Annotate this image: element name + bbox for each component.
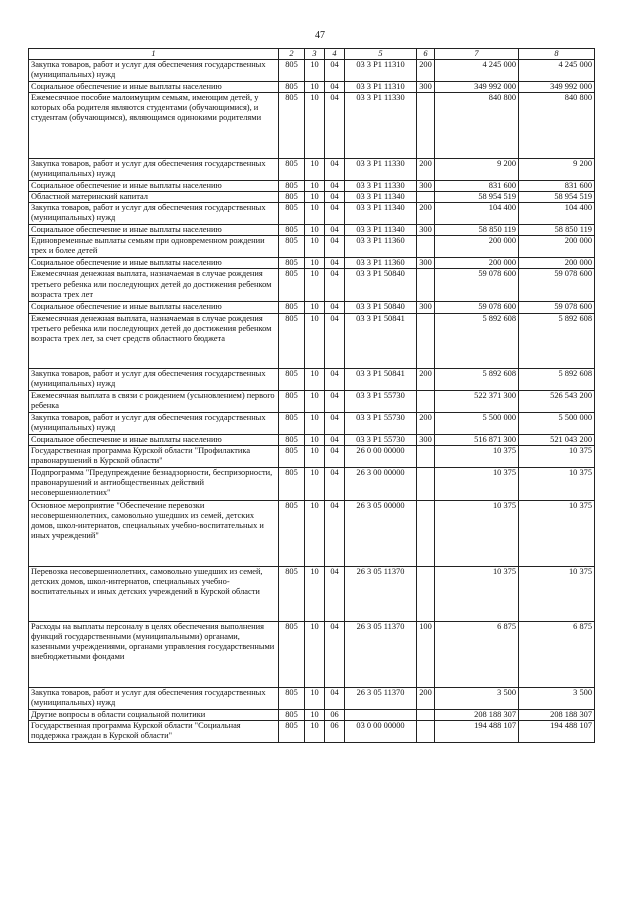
row-section-cell: 10: [305, 467, 325, 500]
row-expense-type-cell: [417, 709, 435, 720]
row-amount-2-cell: 831 600: [519, 181, 595, 192]
header-col-3: 3: [305, 49, 325, 60]
row-name-cell: Ежемесячное пособие малоимущим семьям, имеющим детей, у которых оба родителя являются студентами (обучающимися), и студентам (обучающимся), являющимся одинокими родителями: [29, 93, 279, 159]
table-row: [29, 412, 595, 434]
row-admin-code-cell: 805: [279, 368, 305, 390]
row-amount-2-cell: 58 850 119: [519, 225, 595, 236]
row-subsection-cell: 04: [325, 203, 345, 225]
row-target-article-cell: 03 3 P1 11330: [345, 93, 417, 159]
row-target-article-cell: 03 3 P1 11330: [345, 159, 417, 181]
table-row: [29, 192, 595, 203]
table-row: [29, 236, 595, 258]
row-subsection-cell: 04: [325, 258, 345, 269]
row-section-cell: 10: [305, 412, 325, 434]
header-col-5: 5: [345, 49, 417, 60]
row-subsection-cell: 04: [325, 60, 345, 82]
row-amount-1-cell: 6 875: [435, 621, 519, 687]
row-amount-2-cell: 4 245 000: [519, 60, 595, 82]
row-target-article-cell: 26 3 00 00000: [345, 467, 417, 500]
table-row: [29, 60, 595, 82]
row-target-article-cell: 03 3 P1 11310: [345, 82, 417, 93]
row-subsection-cell: 04: [325, 368, 345, 390]
row-amount-1-cell: 5 892 608: [435, 368, 519, 390]
row-admin-code-cell: 805: [279, 236, 305, 258]
row-amount-2-cell: 9 200: [519, 159, 595, 181]
row-section-cell: 10: [305, 93, 325, 159]
row-admin-code-cell: 805: [279, 192, 305, 203]
row-amount-2-cell: 3 500: [519, 687, 595, 709]
row-expense-type-cell: [417, 467, 435, 500]
row-name-cell: Государственная программа Курской области "Профилактика правонарушений в Курской области": [29, 445, 279, 467]
row-section-cell: 10: [305, 82, 325, 93]
row-amount-1-cell: 522 371 300: [435, 390, 519, 412]
row-section-cell: 10: [305, 313, 325, 368]
row-expense-type-cell: 300: [417, 225, 435, 236]
row-amount-2-cell: 59 078 600: [519, 302, 595, 313]
table-row: [29, 313, 595, 368]
row-expense-type-cell: 300: [417, 302, 435, 313]
row-amount-1-cell: 10 375: [435, 467, 519, 500]
page-number: 47: [315, 30, 325, 41]
row-name-cell: Другие вопросы в области социальной политики: [29, 709, 279, 720]
row-target-article-cell: 03 3 P1 50840: [345, 302, 417, 313]
row-expense-type-cell: [417, 269, 435, 302]
table-row: [29, 159, 595, 181]
row-expense-type-cell: 200: [417, 203, 435, 225]
row-section-cell: 10: [305, 159, 325, 181]
row-subsection-cell: 04: [325, 467, 345, 500]
row-subsection-cell: 06: [325, 720, 345, 742]
row-name-cell: Государственная программа Курской области "Социальная поддержка граждан в Курской области": [29, 720, 279, 742]
row-subsection-cell: 04: [325, 313, 345, 368]
row-section-cell: 10: [305, 500, 325, 566]
row-admin-code-cell: 805: [279, 445, 305, 467]
row-name-cell: Социальное обеспечение и иные выплаты населению: [29, 225, 279, 236]
row-target-article-cell: 26 0 00 00000: [345, 445, 417, 467]
row-section-cell: 10: [305, 368, 325, 390]
row-expense-type-cell: [417, 192, 435, 203]
header-col-6: 6: [417, 49, 435, 60]
row-amount-2-cell: 526 543 200: [519, 390, 595, 412]
row-section-cell: 10: [305, 687, 325, 709]
row-amount-2-cell: 194 488 107: [519, 720, 595, 742]
row-expense-type-cell: [417, 313, 435, 368]
table-row: [29, 621, 595, 687]
header-col-2: 2: [279, 49, 305, 60]
row-target-article-cell: 03 3 P1 50841: [345, 313, 417, 368]
table-row: [29, 709, 595, 720]
row-name-cell: Социальное обеспечение и иные выплаты населению: [29, 302, 279, 313]
row-amount-2-cell: 200 000: [519, 236, 595, 258]
table-row: [29, 434, 595, 445]
row-amount-1-cell: 59 078 600: [435, 269, 519, 302]
table-row: [29, 203, 595, 225]
row-amount-1-cell: 5 500 000: [435, 412, 519, 434]
row-expense-type-cell: 200: [417, 412, 435, 434]
row-amount-2-cell: 10 375: [519, 500, 595, 566]
row-section-cell: 10: [305, 236, 325, 258]
row-amount-2-cell: 208 188 307: [519, 709, 595, 720]
row-admin-code-cell: 805: [279, 467, 305, 500]
row-expense-type-cell: 200: [417, 159, 435, 181]
row-amount-1-cell: 831 600: [435, 181, 519, 192]
row-amount-1-cell: 194 488 107: [435, 720, 519, 742]
row-name-cell: Социальное обеспечение и иные выплаты населению: [29, 258, 279, 269]
row-subsection-cell: 04: [325, 566, 345, 621]
table-row: [29, 720, 595, 742]
row-section-cell: 10: [305, 60, 325, 82]
row-amount-2-cell: 10 375: [519, 445, 595, 467]
row-admin-code-cell: 805: [279, 302, 305, 313]
row-admin-code-cell: 805: [279, 687, 305, 709]
row-target-article-cell: 03 3 P1 55730: [345, 412, 417, 434]
row-target-article-cell: 03 3 P1 11330: [345, 181, 417, 192]
header-col-1: 1: [29, 49, 279, 60]
row-expense-type-cell: [417, 500, 435, 566]
row-target-article-cell: 03 3 P1 11310: [345, 60, 417, 82]
row-amount-2-cell: 840 800: [519, 93, 595, 159]
row-expense-type-cell: [417, 566, 435, 621]
table-row: [29, 258, 595, 269]
row-subsection-cell: 04: [325, 159, 345, 181]
row-target-article-cell: 26 3 05 00000: [345, 500, 417, 566]
table-row: [29, 181, 595, 192]
row-target-article-cell: 26 3 05 11370: [345, 566, 417, 621]
row-subsection-cell: 04: [325, 236, 345, 258]
row-expense-type-cell: [417, 390, 435, 412]
row-section-cell: 10: [305, 720, 325, 742]
table-row: [29, 445, 595, 467]
table-row: [29, 368, 595, 390]
row-subsection-cell: 04: [325, 412, 345, 434]
row-section-cell: 10: [305, 225, 325, 236]
row-section-cell: 10: [305, 621, 325, 687]
row-target-article-cell: 26 3 05 11370: [345, 687, 417, 709]
row-amount-2-cell: 5 892 608: [519, 368, 595, 390]
row-expense-type-cell: 200: [417, 687, 435, 709]
row-target-article-cell: 03 0 00 00000: [345, 720, 417, 742]
row-name-cell: Подпрограмма "Предупреждение безнадзорности, беспризорности, правонарушений и антиобщественных действий несовершеннолетних": [29, 467, 279, 500]
row-name-cell: Расходы на выплаты персоналу в целях обеспечения выполнения функций государственными (муниципальными) органами, казенными учреждениями, органами управления государственными внебюджетными фондами: [29, 621, 279, 687]
row-subsection-cell: 04: [325, 192, 345, 203]
row-target-article-cell: 03 3 P1 11340: [345, 192, 417, 203]
row-name-cell: Закупка товаров, работ и услуг для обеспечения государственных (муниципальных) нужд: [29, 60, 279, 82]
row-name-cell: Социальное обеспечение и иные выплаты населению: [29, 434, 279, 445]
row-name-cell: Ежемесячная выплата в связи с рождением (усыновлением) первого ребенка: [29, 390, 279, 412]
row-expense-type-cell: 300: [417, 82, 435, 93]
row-subsection-cell: 04: [325, 225, 345, 236]
header-col-7: 7: [435, 49, 519, 60]
row-subsection-cell: 04: [325, 445, 345, 467]
row-amount-2-cell: 5 500 000: [519, 412, 595, 434]
table-row: [29, 500, 595, 566]
row-section-cell: 10: [305, 445, 325, 467]
row-name-cell: Основное мероприятие "Обеспечение перевозки несовершеннолетних, самовольно ушедших из семей, детских домов, школ-интернатов, специальных учебно-воспитательных и иных учреждений": [29, 500, 279, 566]
row-section-cell: 10: [305, 203, 325, 225]
row-expense-type-cell: [417, 720, 435, 742]
row-admin-code-cell: 805: [279, 225, 305, 236]
row-section-cell: 10: [305, 269, 325, 302]
table-row: [29, 390, 595, 412]
row-subsection-cell: 04: [325, 269, 345, 302]
row-amount-1-cell: 10 375: [435, 445, 519, 467]
row-amount-1-cell: 104 400: [435, 203, 519, 225]
header-col-4: 4: [325, 49, 345, 60]
row-name-cell: Социальное обеспечение и иные выплаты населению: [29, 82, 279, 93]
row-expense-type-cell: [417, 445, 435, 467]
row-amount-1-cell: 3 500: [435, 687, 519, 709]
row-admin-code-cell: 805: [279, 720, 305, 742]
row-section-cell: 10: [305, 192, 325, 203]
row-amount-2-cell: 5 892 608: [519, 313, 595, 368]
row-subsection-cell: 04: [325, 687, 345, 709]
row-amount-1-cell: 840 800: [435, 93, 519, 159]
row-amount-1-cell: 516 871 300: [435, 434, 519, 445]
row-amount-2-cell: 521 043 200: [519, 434, 595, 445]
table-row: [29, 93, 595, 159]
row-amount-1-cell: 349 992 000: [435, 82, 519, 93]
row-section-cell: 10: [305, 434, 325, 445]
row-target-article-cell: 03 3 P1 50840: [345, 269, 417, 302]
table-row: [29, 225, 595, 236]
row-name-cell: Закупка товаров, работ и услуг для обеспечения государственных (муниципальных) нужд: [29, 687, 279, 709]
row-amount-2-cell: 104 400: [519, 203, 595, 225]
row-section-cell: 10: [305, 181, 325, 192]
row-section-cell: 10: [305, 302, 325, 313]
row-name-cell: Закупка товаров, работ и услуг для обеспечения государственных (муниципальных) нужд: [29, 159, 279, 181]
row-expense-type-cell: 100: [417, 621, 435, 687]
row-name-cell: Ежемесячная денежная выплата, назначаемая в случае рождения третьего ребенка или последующих детей до достижения ребенком возраста трех лет: [29, 269, 279, 302]
table-row: [29, 302, 595, 313]
row-subsection-cell: 04: [325, 500, 345, 566]
table-row: [29, 687, 595, 709]
row-admin-code-cell: 805: [279, 82, 305, 93]
table-row: [29, 566, 595, 621]
row-admin-code-cell: 805: [279, 181, 305, 192]
row-target-article-cell: 03 3 P1 11340: [345, 225, 417, 236]
row-admin-code-cell: 805: [279, 313, 305, 368]
row-expense-type-cell: [417, 93, 435, 159]
row-amount-2-cell: 349 992 000: [519, 82, 595, 93]
row-subsection-cell: 04: [325, 434, 345, 445]
row-admin-code-cell: 805: [279, 621, 305, 687]
table-row: [29, 82, 595, 93]
row-name-cell: Единовременные выплаты семьям при одновременном рождении трех и более детей: [29, 236, 279, 258]
row-name-cell: Ежемесячная денежная выплата, назначаемая в случае рождения третьего ребенка или последующих детей до достижения ребенком возраста трех лет, за счет средств областного бюджета: [29, 313, 279, 368]
row-section-cell: 10: [305, 709, 325, 720]
row-target-article-cell: 03 3 P1 55730: [345, 390, 417, 412]
row-amount-1-cell: 58 850 119: [435, 225, 519, 236]
row-subsection-cell: 04: [325, 93, 345, 159]
row-expense-type-cell: 300: [417, 258, 435, 269]
row-name-cell: Перевозка несовершеннолетних, самовольно ушедших из семей, детских домов, школ-интернатов, специальных учебно-воспитательных и иных детских учреждений в Курской области: [29, 566, 279, 621]
row-admin-code-cell: 805: [279, 709, 305, 720]
row-subsection-cell: 04: [325, 82, 345, 93]
row-amount-2-cell: 10 375: [519, 566, 595, 621]
row-expense-type-cell: 300: [417, 181, 435, 192]
row-name-cell: Закупка товаров, работ и услуг для обеспечения государственных (муниципальных) нужд: [29, 412, 279, 434]
row-amount-1-cell: 200 000: [435, 236, 519, 258]
row-subsection-cell: 04: [325, 390, 345, 412]
row-target-article-cell: 03 3 P1 50841: [345, 368, 417, 390]
row-admin-code-cell: 805: [279, 203, 305, 225]
row-name-cell: Областной материнский капитал: [29, 192, 279, 203]
row-admin-code-cell: 805: [279, 159, 305, 181]
row-admin-code-cell: 805: [279, 412, 305, 434]
row-admin-code-cell: 805: [279, 93, 305, 159]
row-target-article-cell: 03 3 P1 55730: [345, 434, 417, 445]
row-subsection-cell: 06: [325, 709, 345, 720]
row-admin-code-cell: 805: [279, 60, 305, 82]
row-subsection-cell: 04: [325, 302, 345, 313]
row-amount-1-cell: 58 954 519: [435, 192, 519, 203]
budget-table: [28, 48, 595, 743]
row-amount-2-cell: 6 875: [519, 621, 595, 687]
row-amount-1-cell: 9 200: [435, 159, 519, 181]
row-subsection-cell: 04: [325, 181, 345, 192]
row-expense-type-cell: 200: [417, 368, 435, 390]
row-target-article-cell: 03 3 P1 11360: [345, 236, 417, 258]
row-amount-2-cell: 200 000: [519, 258, 595, 269]
row-admin-code-cell: 805: [279, 566, 305, 621]
row-admin-code-cell: 805: [279, 258, 305, 269]
row-name-cell: Закупка товаров, работ и услуг для обеспечения государственных (муниципальных) нужд: [29, 203, 279, 225]
row-target-article-cell: 03 3 P1 11340: [345, 203, 417, 225]
table-header-row: [29, 49, 595, 60]
row-name-cell: Закупка товаров, работ и услуг для обеспечения государственных (муниципальных) нужд: [29, 368, 279, 390]
row-admin-code-cell: 805: [279, 434, 305, 445]
row-section-cell: 10: [305, 566, 325, 621]
row-target-article-cell: 03 3 P1 11360: [345, 258, 417, 269]
table-row: [29, 467, 595, 500]
header-col-8: 8: [519, 49, 595, 60]
row-expense-type-cell: 300: [417, 434, 435, 445]
row-amount-1-cell: 200 000: [435, 258, 519, 269]
row-subsection-cell: 04: [325, 621, 345, 687]
row-amount-1-cell: 59 078 600: [435, 302, 519, 313]
row-expense-type-cell: 200: [417, 60, 435, 82]
row-amount-2-cell: 10 375: [519, 467, 595, 500]
table-row: [29, 269, 595, 302]
row-admin-code-cell: 805: [279, 390, 305, 412]
row-target-article-cell: 26 3 05 11370: [345, 621, 417, 687]
row-amount-1-cell: 4 245 000: [435, 60, 519, 82]
row-amount-1-cell: 208 188 307: [435, 709, 519, 720]
row-section-cell: 10: [305, 258, 325, 269]
row-section-cell: 10: [305, 390, 325, 412]
row-amount-1-cell: 10 375: [435, 566, 519, 621]
row-amount-1-cell: 10 375: [435, 500, 519, 566]
row-amount-2-cell: 58 954 519: [519, 192, 595, 203]
row-expense-type-cell: [417, 236, 435, 258]
row-target-article-cell: [345, 709, 417, 720]
row-name-cell: Социальное обеспечение и иные выплаты населению: [29, 181, 279, 192]
row-amount-1-cell: 5 892 608: [435, 313, 519, 368]
row-admin-code-cell: 805: [279, 269, 305, 302]
row-amount-2-cell: 59 078 600: [519, 269, 595, 302]
row-admin-code-cell: 805: [279, 500, 305, 566]
